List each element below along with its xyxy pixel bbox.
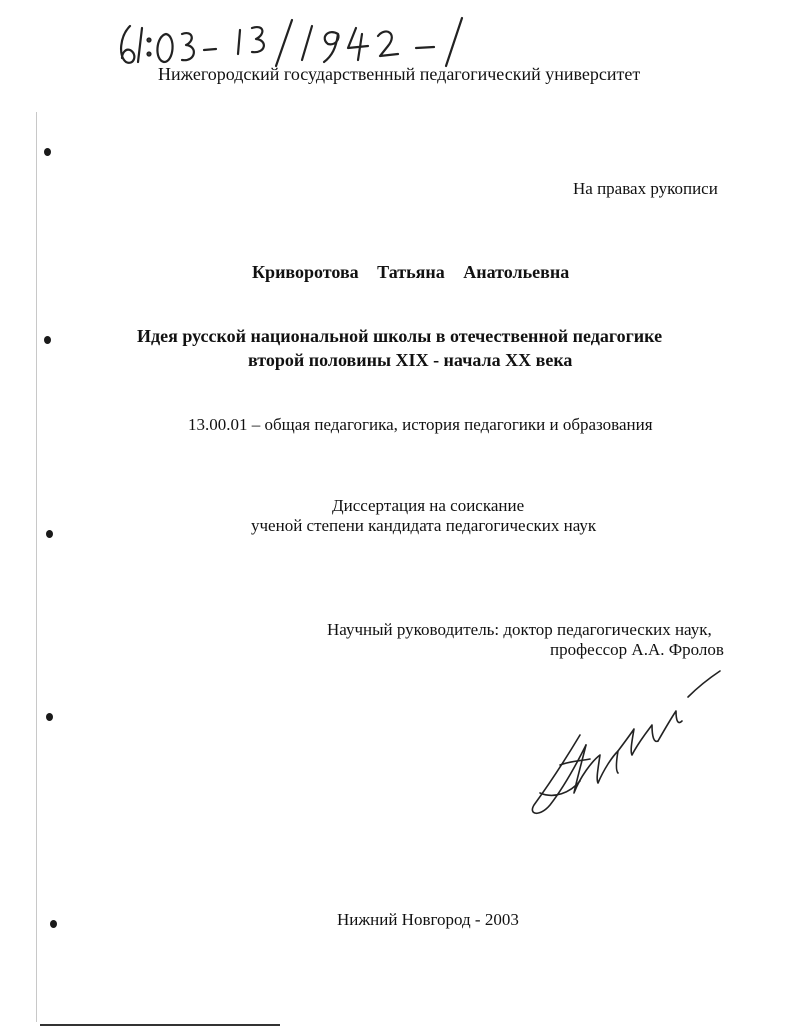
margin-rule: [36, 112, 37, 1022]
university-name: Нижегородский государственный педагогический университет: [158, 64, 641, 84]
binder-hole-mark-5: [50, 920, 57, 928]
binder-hole-mark-4: [46, 713, 53, 721]
author-name: Криворотова Татьяна Анатольевна: [252, 262, 570, 282]
dissertation-title-line-1: Идея русской национальной школы в отечественной педагогике: [137, 326, 663, 346]
dissertation-type-line-1: Диссертация на соискание: [332, 496, 525, 515]
signature-drawing: [520, 665, 730, 825]
binder-hole-mark-1: [44, 148, 51, 156]
binder-hole-mark-3: [46, 530, 53, 538]
manuscript-rights-note: На правах рукописи: [573, 179, 718, 198]
signature-icon: [520, 665, 730, 825]
binder-hole-mark-2: [44, 336, 51, 344]
dissertation-type-line-2: ученой степени кандидата педагогических наук: [251, 516, 597, 535]
handwritten-archive-code: [116, 14, 546, 70]
handwritten-code-drawing: [116, 14, 546, 70]
supervisor-line-2: профессор А.А. Фролов: [550, 640, 724, 659]
city-and-year: Нижний Новгород - 2003: [337, 910, 519, 929]
bottom-edge-line: [40, 1024, 280, 1026]
supervisor-line-1: Научный руководитель: доктор педагогических наук,: [327, 620, 712, 639]
dissertation-title-line-2: второй половины XIX - начала XX века: [248, 350, 573, 370]
specialty-code: 13.00.01 – общая педагогика, история педагогики и образования: [188, 415, 653, 434]
